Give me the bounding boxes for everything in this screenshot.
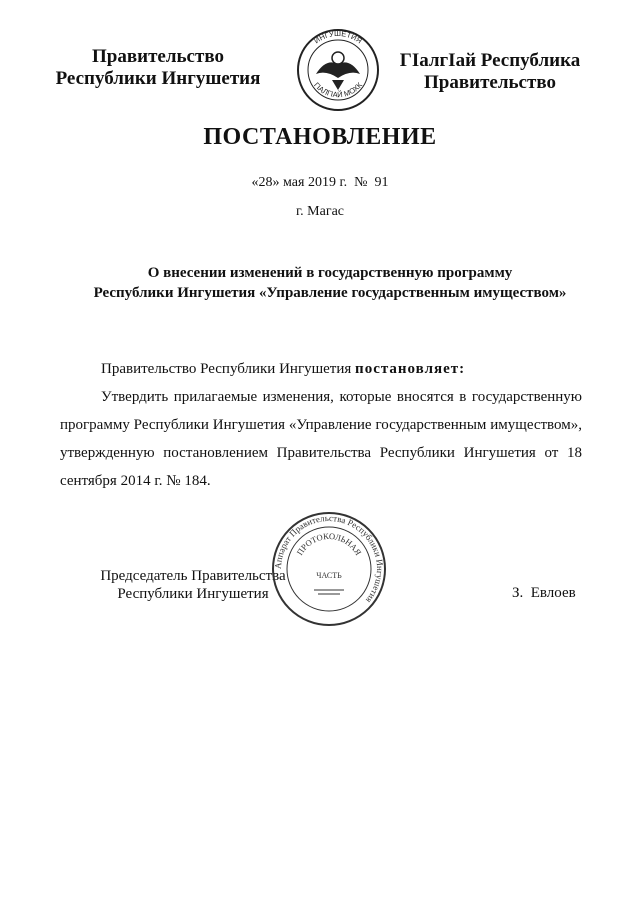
emblem-top-text: ИНГУШЕТИЯ — [312, 28, 364, 46]
stamp-center-text: ЧАСТЬ — [316, 571, 342, 580]
stamp-middle-text: ПРОТОКОЛЬНАЯ — [294, 530, 364, 557]
header-left — [48, 46, 268, 90]
body-intro — [60, 355, 582, 383]
header-left-line2: Республики Ингушетия — [55, 68, 261, 89]
document-subject — [60, 263, 600, 303]
signatory-name: З. Евлоев — [512, 585, 576, 601]
header-right-line2: Правительство — [424, 72, 556, 93]
svg-text:ИНГУШЕТИЯ — [312, 29, 364, 45]
emblem-bottom-text: ГIАЛГIАЙ МОХК — [311, 80, 365, 100]
signatory-position-line2: Республики Ингушетия — [117, 586, 269, 602]
header-left-line1: Правительство — [92, 46, 224, 67]
decree-word: постановляет: — [355, 361, 466, 377]
coat-of-arms-emblem — [296, 28, 380, 112]
header-right — [390, 50, 590, 94]
signatory-position — [98, 567, 288, 603]
subject-line1: О внесении изменений в государственную программу — [147, 265, 513, 281]
official-stamp — [270, 510, 388, 628]
body-paragraph: Утвердить прилагаемые изменения, которые вносятся в государственную программу Республики Ингушетия «Управление государственным имуществом», утвержденную постановлением Правительства Республики Ингушетия от 18 сентября 2014 г. № 184. — [60, 389, 582, 489]
document-title: ПОСТАНОВЛЕНИЕ — [203, 124, 437, 150]
document-body — [60, 355, 582, 495]
intro-text: Правительство Республики Ингушетия — [101, 361, 356, 377]
document-date-number: «28» мая 2019 г. № 91 — [251, 175, 389, 190]
stamp-outer-text: Аппарат Правительства Республики Ингушетия — [272, 512, 386, 606]
subject-line2: Республики Ингушетия «Управление государственным имуществом» — [93, 285, 567, 301]
document-city: г. Магас — [296, 204, 344, 219]
signatory-position-line1: Председатель Правительства — [100, 568, 286, 584]
header-right-line1: ГIалгIай Республика — [399, 50, 581, 71]
